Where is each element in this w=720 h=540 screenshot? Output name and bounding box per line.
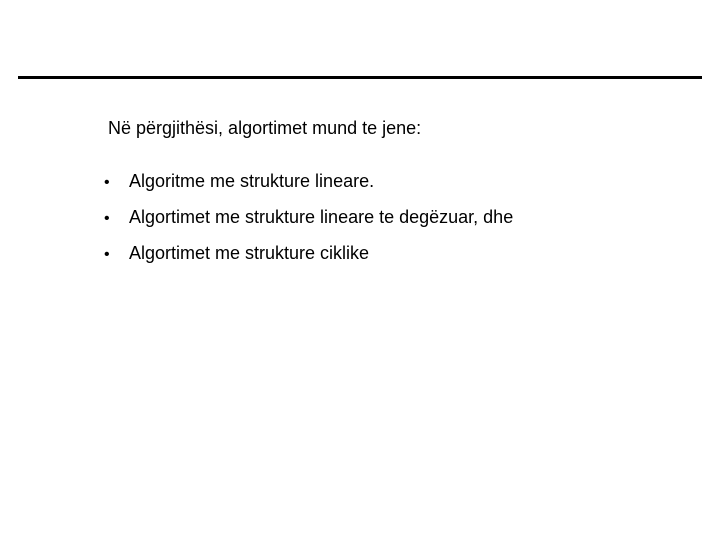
list-item [104, 242, 513, 278]
bullet-text: Algoritme me strukture lineare. [129, 171, 375, 191]
bullet-text: Algortimet me strukture lineare te degëzuar, dhe [129, 207, 514, 227]
list-item [104, 170, 513, 206]
bullet-text: Algortimet me strukture ciklike [129, 243, 370, 263]
bullet-list [104, 170, 513, 278]
bullet-icon: • [104, 246, 110, 263]
list-item [104, 206, 513, 242]
intro-text: Në përgjithësi, algortimet mund te jene: [108, 118, 422, 138]
bullet-icon: • [104, 174, 110, 191]
bullet-icon: • [104, 210, 110, 227]
header-divider [18, 76, 702, 79]
